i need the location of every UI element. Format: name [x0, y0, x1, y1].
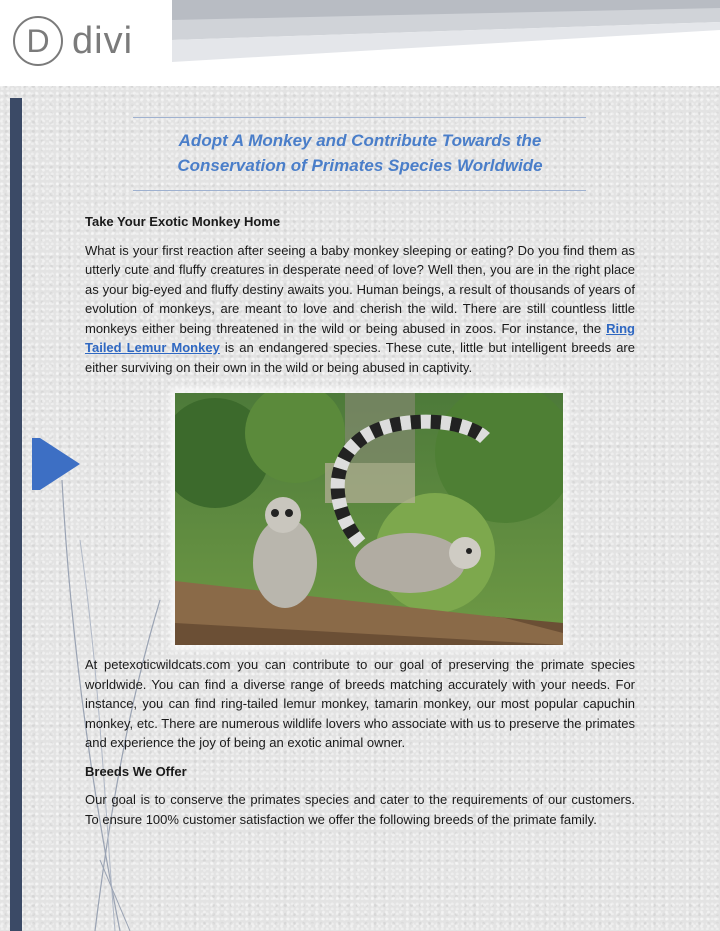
- ring-tailed-lemur-link[interactable]: Ring Tailed Lemur Monkey: [85, 320, 635, 355]
- left-sidebar-bar: [10, 98, 22, 931]
- contribute-paragraph: At petexoticwildcats.com you can contribute to our goal of preserving the primate species worldwide. You can find a diverse range of breeds matching accurately with your needs. For instance, you can find ring-tailed lemur monkey, tamarin monkey, our most popular capuchin monkey, etc. There are numerous wildlife lovers who associate with us to preserve the primates and experience the joy of being an exotic animal owner.: [85, 657, 635, 750]
- title-rule-bottom: [133, 190, 586, 191]
- breeds-paragraph: Our goal is to conserve the primates species and cater to the requirements of our customers. To ensure 100% customer satisfaction we offer the following breeds of the primate family.: [85, 792, 635, 827]
- title-line-1: Adopt A Monkey and Contribute Towards the: [178, 131, 542, 150]
- top-banner: [0, 0, 720, 86]
- title-rule-top: [133, 117, 586, 118]
- section-intro: [85, 212, 635, 377]
- lemur-image: [175, 393, 563, 645]
- title-line-2: Conservation of Primates Species Worldwide: [177, 156, 543, 175]
- intro-paragraph: [85, 241, 635, 378]
- logo[interactable]: [0, 0, 172, 86]
- logo-name: divi: [72, 20, 134, 62]
- logo-mark: D: [13, 16, 63, 66]
- banner-swoosh: [172, 0, 720, 86]
- page-title: [90, 128, 630, 178]
- section-contribute: [85, 655, 635, 829]
- lemur-photo: [175, 393, 563, 645]
- intro-text-before: What is your first reaction after seeing a baby monkey sleeping or eating? Do you find them as utterly cute and fluffy creatures in desperate need of love? Well then, you are in the right place as your big-eyed and fluffy destiny awaits you. Human beings, a result of thousands of years of evolution of monkeys, are meant to love and cherish the wild. There are still countless little monkeys either being threatened in the wild or being abused in zoos. For instance, the: [85, 242, 635, 336]
- intro-text-after: is an endangered species. These cute, little but intelligent breeds are either surviving on their own in the wild or being abused in captivity.: [85, 340, 635, 375]
- arrow-icon: [40, 438, 80, 490]
- arrow-marker: [32, 438, 40, 490]
- section-heading-exotic: Take Your Exotic Monkey Home: [85, 214, 281, 229]
- section-heading-breeds: Breeds We Offer: [85, 763, 187, 779]
